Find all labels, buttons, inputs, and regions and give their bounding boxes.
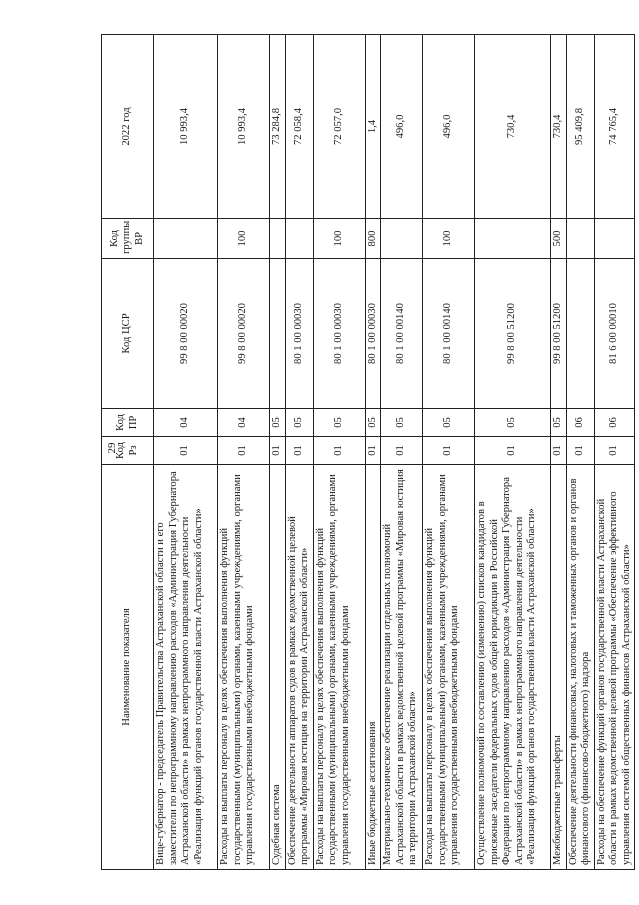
row-rz: 01 [313,437,365,465]
row-vr: 100 [218,219,270,259]
row-pr: 05 [475,409,551,437]
row-name: Межбюджетные трансферты [551,465,567,870]
table-row [475,35,551,870]
table-row [381,35,423,870]
row-rz: 01 [423,437,475,465]
row-pr: 04 [154,409,218,437]
row-rz: 01 [285,437,313,465]
row-csr [566,259,594,409]
row-vr: 800 [365,219,381,259]
row-vr [270,219,286,259]
row-csr: 99 8 00 51200 [475,259,551,409]
row-name: Осуществление полномочий по составлению (изменению) списков кандидатов в присяжные заседатели федеральных судов общей юрисдикции в Российской Федерации по непрограммному направлению расходов «Администрация Губернатора Астраханской области» в рамках непрограммного направления деятельности «Реализация функций органов государственной власти Астраханской области» [475,465,551,870]
row-csr: 99 8 00 00020 [218,259,270,409]
table-row [566,35,594,870]
table-row [154,35,218,870]
row-rz: 01 [594,437,635,465]
row-rz: 01 [154,437,218,465]
row-pr: 05 [365,409,381,437]
table-header-row [102,35,154,870]
row-value: 730,4 [475,35,551,219]
row-value: 95 409,8 [566,35,594,219]
row-rz: 01 [551,437,567,465]
row-pr: 05 [285,409,313,437]
row-csr: 80 1 00 00140 [423,259,475,409]
row-name: Расходы на обеспечение функций органов государственной власти Астраханской области в рамках ведомственной целевой программы «Обеспечение эффективного управления системой общественных финансов Астраханской области» [594,465,635,870]
row-name: Расходы на выплаты персоналу в целях обеспечения выполнения функций государственными (муниципальными) органами, казенными учреждениями, органами управления государственными внебюджетными фондами [423,465,475,870]
page-number: 29 [106,442,118,454]
header-name: Наименование показателя [102,465,154,870]
row-value: 496,0 [381,35,423,219]
row-csr [270,259,286,409]
row-pr: 06 [566,409,594,437]
budget-table [101,34,635,870]
header-rz: Код Рз [102,437,154,465]
row-csr: 80 1 00 00030 [313,259,365,409]
row-vr: 100 [423,219,475,259]
table-row [218,35,270,870]
table-row [594,35,635,870]
row-name: Обеспечение деятельности аппаратов судов в рамках ведомственной целевой программы «Мировая юстиция на территории Астраханской области» [285,465,313,870]
row-rz: 01 [365,437,381,465]
table-row [551,35,567,870]
table-row [285,35,313,870]
row-name: Расходы на выплаты персоналу в целях обеспечения выполнения функций государственными (муниципальными) органами, казенными учреждениями, органами управления государственными внебюджетными фондами [218,465,270,870]
row-rz: 01 [566,437,594,465]
row-value: 72 057,0 [313,35,365,219]
row-name: Вице-губернатор - председатель Правительства Астраханской области и его заместители по непрограммному направлению расходов «Администрация Губернатора Астраханской области» в рамках непрограммного направления деятельности «Реализация функций органов государственной власти Астраханской области» [154,465,218,870]
table-row [313,35,365,870]
row-csr: 99 8 00 51200 [551,259,567,409]
row-csr: 80 1 00 00030 [285,259,313,409]
row-csr: 80 1 00 00030 [365,259,381,409]
row-vr [154,219,218,259]
row-name: Расходы на выплаты персоналу в целях обеспечения выполнения функций государственными (муниципальными) органами, казенными учреждениями, органами управления государственными внебюджетными фондами [313,465,365,870]
row-value: 72 058,4 [285,35,313,219]
row-value: 74 765,4 [594,35,635,219]
row-vr [566,219,594,259]
row-name: Материально-техническое обеспечение реализации отдельных полномочий Астраханской области в рамках ведомственной целевой программы «Мировая юстиция на территории Астраханской области» [381,465,423,870]
row-value: 73 284,8 [270,35,286,219]
row-csr: 81 6 00 00010 [594,259,635,409]
header-vr: Код группы ВР [102,219,154,259]
row-rz: 01 [270,437,286,465]
row-pr: 05 [313,409,365,437]
table-row [270,35,286,870]
row-value: 496,0 [423,35,475,219]
row-name: Иные бюджетные ассигнования [365,465,381,870]
row-csr: 80 1 00 00140 [381,259,423,409]
row-pr: 05 [551,409,567,437]
header-year: 2022 год [102,35,154,219]
rotated-table-container [101,35,632,870]
table-row [423,35,475,870]
row-vr [594,219,635,259]
row-value: 730,4 [551,35,567,219]
row-name: Обеспечение деятельности финансовых, налоговых и таможенных органов и органов финансового (финансово-бюджетного) надзора [566,465,594,870]
row-vr [285,219,313,259]
table-row [365,35,381,870]
row-pr: 05 [270,409,286,437]
row-pr: 06 [594,409,635,437]
row-value: 1,4 [365,35,381,219]
row-rz: 01 [475,437,551,465]
row-vr: 500 [551,219,567,259]
row-vr: 100 [313,219,365,259]
header-pr: Код ПР [102,409,154,437]
row-csr: 99 8 00 00020 [154,259,218,409]
row-pr: 05 [423,409,475,437]
row-rz: 01 [218,437,270,465]
row-vr [475,219,551,259]
row-pr: 04 [218,409,270,437]
row-name: Судебная система [270,465,286,870]
row-vr [381,219,423,259]
row-value: 10 993,4 [218,35,270,219]
header-csr: Код ЦСР [102,259,154,409]
row-pr: 05 [381,409,423,437]
row-rz: 01 [381,437,423,465]
row-value: 10 993,4 [154,35,218,219]
